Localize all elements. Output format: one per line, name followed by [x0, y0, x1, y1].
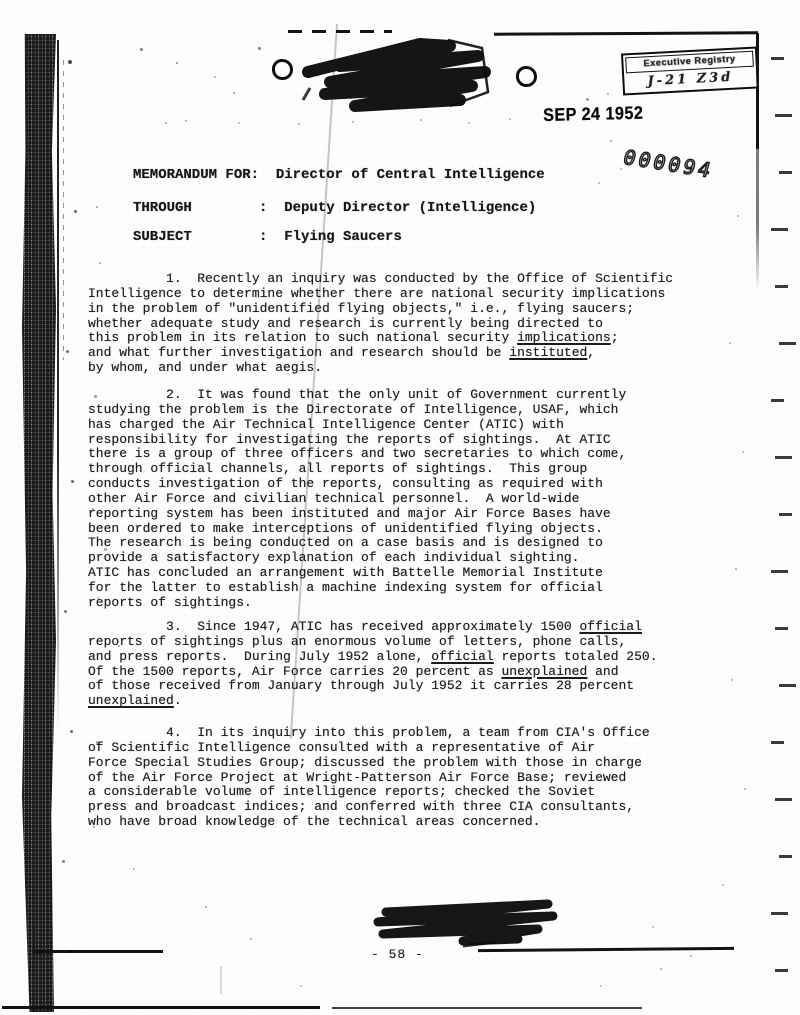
memo-header-row: MEMORANDUM FOR: Director of Central Intelligence — [133, 167, 545, 183]
memo-paragraph-4 — [88, 726, 650, 830]
bottom-left-corner-line — [33, 928, 35, 952]
memo-line: a considerable volume of intelligence reports; checked the Soviet — [88, 784, 596, 800]
memo-line: in the problem of "unidentified flying objects," i.e., flying saucers; — [88, 300, 635, 316]
memo-line: studying the problem is the Directorate of Intelligence, USAF, which — [88, 401, 619, 417]
bottom-left-line — [33, 950, 163, 953]
underlined-text: instituted — [509, 345, 588, 361]
memo-line: through official channels, all reports of sightings. This group — [88, 461, 588, 477]
memo-line: for the latter to establish a machine indexing system for official — [88, 579, 603, 595]
right-edge-dash-mark — [771, 912, 788, 915]
scan-speckle — [165, 122, 167, 124]
underlined-text: implications — [517, 330, 611, 346]
scan-speckle — [735, 568, 737, 570]
scan-speckle — [94, 395, 97, 398]
scan-speckle — [68, 60, 72, 64]
scan-speckle — [420, 119, 422, 121]
memo-line: 3. Since 1947, ATIC has received approximately 1500 official — [88, 619, 642, 634]
scan-speckle — [74, 210, 77, 213]
right-edge-dash-mark — [771, 741, 784, 744]
right-edge-dash-mark — [775, 798, 792, 801]
memo-line: The research is being conducted on a case basis and is designed to — [88, 535, 603, 551]
memo-line: been ordered to make interceptions of unidentified flying objects. — [88, 520, 603, 536]
right-edge-dash-mark — [771, 57, 784, 60]
right-edge-dash-mark — [779, 171, 792, 174]
memo-line: Force Special Studies Group; discussed the problem with those in charge — [88, 754, 642, 770]
right-edge-dash-mark — [771, 570, 788, 573]
page-number: - 58 - — [371, 947, 424, 962]
right-edge-dash-mark — [775, 969, 788, 972]
right-edge-dash-mark — [775, 285, 788, 288]
memo-line: whether adequate study and research is currently being directed to — [88, 315, 603, 331]
memo-line: and press reports. During July 1952 alone, official reports totaled 250. — [88, 648, 658, 664]
scan-speckle — [744, 788, 746, 790]
hole-punch-right — [516, 66, 537, 87]
right-edge-dash-mark — [775, 114, 792, 117]
scan-speckle — [258, 47, 261, 50]
memo-line: press and broadcast indices; and conferred with three CIA consultants, — [88, 799, 635, 815]
scan-speckle — [620, 168, 622, 170]
memo-line: unexplained. — [88, 693, 182, 709]
scan-speckle — [600, 985, 602, 987]
memo-line: 2. It was found that the only unit of Government currently — [88, 387, 627, 402]
registry-stamp-handwritten-number: J-21 Z3d — [647, 69, 734, 90]
hole-punch-left — [272, 59, 293, 80]
underlined-text: official — [431, 648, 494, 664]
scan-speckle — [586, 98, 589, 101]
memo-line: who have broad knowledge of the technical areas concerned. — [88, 814, 541, 830]
scan-speckle — [690, 955, 692, 957]
scan-speckle — [352, 121, 354, 123]
date-received-stamp: SEP 24 1952 — [543, 102, 644, 125]
memo-paragraph-3 — [88, 620, 658, 709]
right-edge-dash-mark — [779, 342, 796, 345]
memo-line: reports of sightings. — [88, 594, 252, 610]
scan-speckle — [176, 62, 178, 64]
scan-speckle — [112, 318, 114, 320]
executive-registry-stamp — [621, 46, 759, 95]
scan-speckle — [96, 741, 99, 744]
scan-speckle — [238, 122, 240, 124]
memo-header-row: SUBJECT : Flying Saucers — [133, 229, 402, 245]
scan-speckle — [92, 508, 94, 510]
memo-line: ATIC has concluded an arrangement with Battelle Memorial Institute — [88, 565, 603, 581]
top-right-line — [494, 31, 758, 35]
memo-line: 1. Recently an inquiry was conducted by the Office of Scientific — [88, 271, 674, 286]
scan-speckle — [300, 985, 302, 987]
scan-edge-dotted-line — [63, 60, 64, 360]
memo-line: and what further investigation and research should be instituted, — [88, 345, 596, 361]
memo-line: Of the 1500 reports, Air Force carries 20 percent as unexplained and — [88, 663, 619, 679]
scan-speckle — [97, 597, 99, 599]
scan-speckle — [722, 884, 724, 886]
right-edge-dash-mark — [779, 513, 792, 516]
right-edge-dash-mark — [779, 855, 792, 858]
scan-speckle — [121, 779, 123, 781]
scan-speckle — [214, 76, 216, 78]
serial-number-stamp: 000094 — [620, 145, 717, 183]
page-bottom-line-right — [332, 1007, 642, 1009]
scan-speckle — [185, 120, 187, 122]
scan-speckle — [140, 48, 143, 51]
redaction-scribble-top — [300, 30, 500, 115]
scan-speckle — [69, 950, 72, 953]
memo-line: this problem in its relation to such national security implications; — [88, 330, 619, 346]
page-bottom-line-left — [2, 1006, 320, 1009]
memo-line: by whom, and under what aegis. — [88, 360, 323, 376]
memo-paragraph-1 — [88, 272, 673, 376]
scan-speckle — [118, 645, 120, 647]
scan-speckle — [101, 706, 103, 708]
redaction-scribble-bottom — [368, 896, 568, 951]
scan-speckle — [64, 610, 67, 613]
memo-line: 4. In its inquiry into this problem, a team from CIA's Office — [88, 725, 650, 740]
scan-speckle — [108, 452, 110, 454]
scan-speckle — [71, 480, 74, 483]
scan-speckle — [607, 93, 609, 95]
memo-line: conducts investigation of the reports, consulting as required with — [88, 476, 603, 492]
memo-line: of Scientific Intelligence consulted with a representative of Air — [88, 739, 596, 755]
memo-line: of the Air Force Project at Wright-Patterson Air Force Base; reviewed — [88, 769, 627, 785]
scan-speckle — [598, 182, 600, 184]
scan-speckle — [509, 118, 511, 120]
fold-crease-line-lower — [220, 966, 222, 994]
memo-paragraph-2 — [88, 388, 626, 611]
scan-speckle — [737, 215, 739, 217]
scan-speckle — [468, 122, 470, 124]
scan-speckle — [250, 938, 252, 940]
memo-header-row: THROUGH : Deputy Director (Intelligence) — [133, 200, 537, 216]
scan-edge-band — [22, 34, 56, 1012]
scan-speckle — [233, 92, 235, 94]
memo-line: has charged the Air Technical Intelligence Center (ATIC) with — [88, 416, 564, 432]
underlined-text: official — [579, 619, 642, 634]
memo-line: reports of sightings plus an enormous volume of letters, phone calls, — [88, 633, 627, 649]
memo-line: responsibility for investigating the reports of sightings. At ATIC — [88, 431, 611, 447]
scan-speckle — [96, 206, 98, 208]
scan-speckle — [729, 342, 731, 344]
scan-speckle — [205, 906, 207, 908]
underlined-text: unexplained — [88, 693, 174, 709]
scan-speckle — [660, 968, 662, 970]
scan-speckle — [99, 262, 101, 264]
right-edge-dash-mark — [779, 684, 796, 687]
memo-line: other Air Force and civilian technical personnel. A world-wide — [88, 490, 580, 506]
memo-line: reporting system has been instituted and major Air Force Bases have — [88, 505, 611, 521]
scan-speckle — [298, 123, 300, 125]
right-edge-dash-mark — [771, 228, 788, 231]
scan-speckle — [93, 826, 95, 828]
registry-stamp-title: Executive Registry — [625, 51, 754, 74]
scan-speckle — [62, 860, 65, 863]
scan-speckle — [610, 140, 612, 142]
underlined-text: unexplained — [501, 663, 588, 679]
scan-speckle — [104, 548, 107, 551]
memo-line: provide a satisfactory explanation of each individual sighting. — [88, 550, 580, 566]
memo-line: there is a group of three officers and two secretaries to which come, — [88, 446, 627, 462]
scan-speckle — [133, 868, 135, 870]
scan-speckle — [742, 451, 744, 453]
right-edge-dash-mark — [775, 456, 792, 459]
right-edge-dash-mark — [775, 627, 788, 630]
scan-speckle — [731, 679, 733, 681]
scan-speckle — [652, 926, 654, 928]
scan-edge-line — [57, 40, 59, 730]
scan-speckle — [70, 730, 73, 733]
right-edge-dash-mark — [771, 399, 784, 402]
memo-line: of those received from January through July 1952 it carries 28 percent — [88, 678, 635, 694]
scan-speckle — [66, 350, 69, 353]
memo-line: Intelligence to determine whether there are national security implications — [88, 285, 666, 301]
